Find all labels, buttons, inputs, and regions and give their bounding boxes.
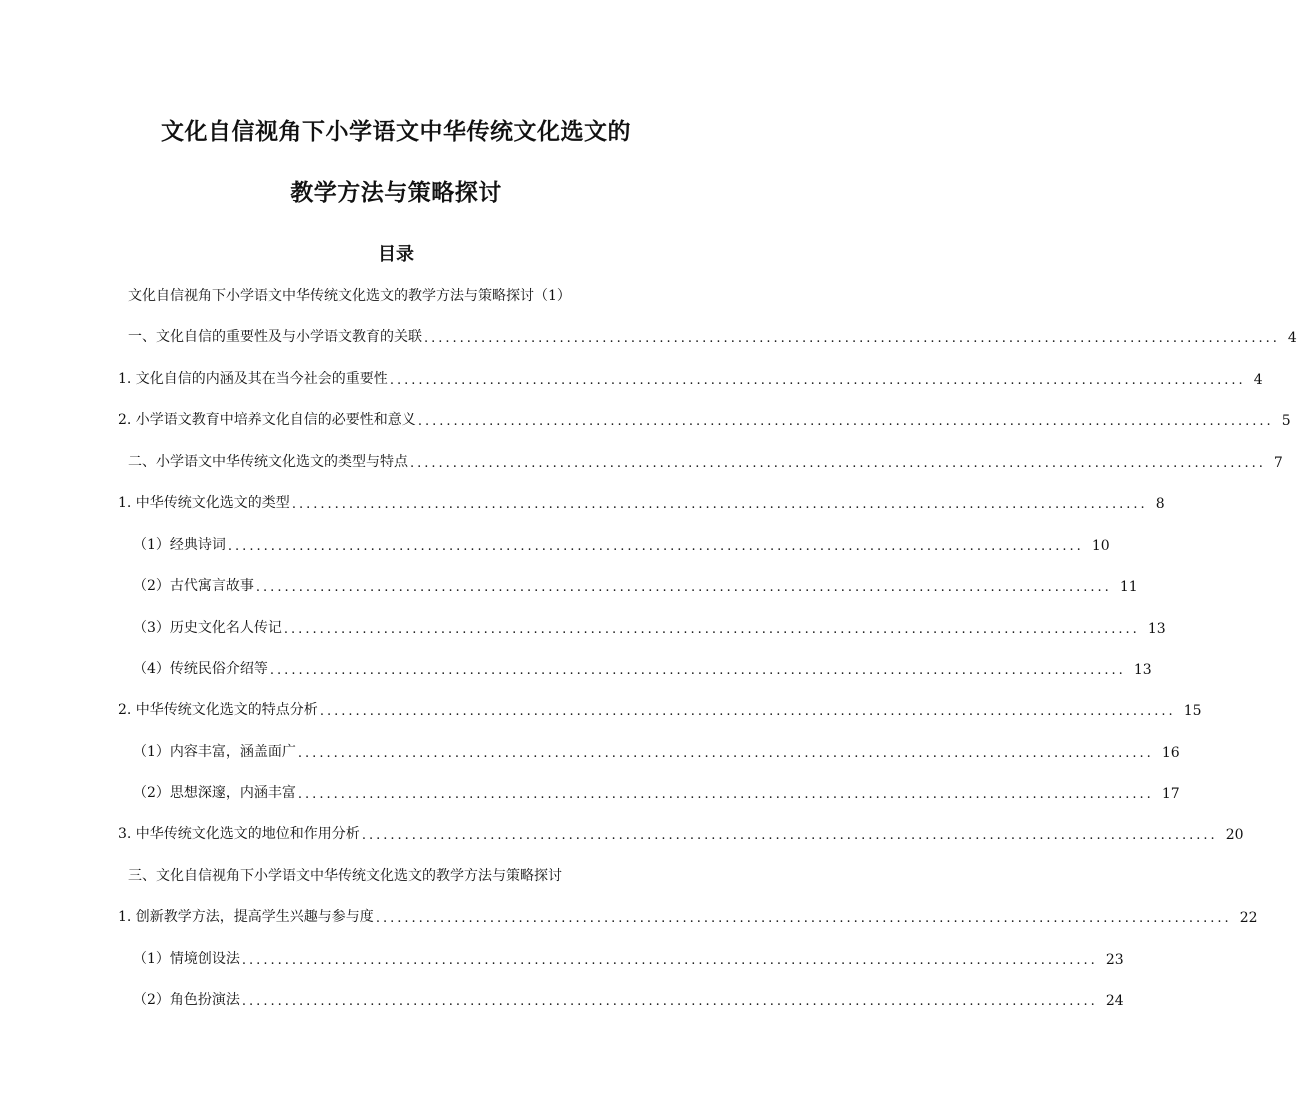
toc-entry[interactable]: [128, 863, 628, 885]
toc-entry-text: 一、文化自信的重要性及与小学语文教育的关联: [128, 329, 422, 345]
toc-entry[interactable]: [133, 656, 1152, 678]
toc-entry-text: 2. 小学语文教育中培养文化自信的必要性和意义: [118, 412, 416, 428]
toc-entry[interactable]: [118, 366, 1263, 388]
toc-entry-text: 1. 中华传统文化选文的类型: [118, 495, 290, 511]
toc-page-number: 11: [1119, 579, 1138, 595]
toc-entry-text: 三、文化自信视角下小学语文中华传统文化选文的教学方法与策略探讨: [128, 868, 562, 884]
toc-entry-text: （2）角色扮演法: [133, 992, 240, 1008]
toc-leader-dots: ........................................................................................................................: [291, 497, 1148, 512]
toc-entry-text: 1. 创新教学方法，提高学生兴趣与参与度: [118, 909, 374, 925]
toc-entry[interactable]: [133, 739, 1180, 761]
toc-leader-dots: ........................................................................................................................: [269, 663, 1126, 678]
toc-entry[interactable]: [128, 283, 628, 305]
toc-entry-text: （1）经典诗词: [133, 537, 226, 553]
toc-entry[interactable]: [128, 324, 1297, 346]
toc-leader-dots: ........................................................................................................................: [241, 994, 1098, 1009]
toc-leader-dots: ........................................................................................................................: [410, 456, 1266, 471]
toc-page-number: 7: [1273, 455, 1283, 471]
document-title-line-1: 文化自信视角下小学语文中华传统文化选文的: [161, 119, 631, 145]
toc-entry-text: 二、小学语文中华传统文化选文的类型与特点: [128, 454, 408, 470]
toc-leader-dots: ........................................................................................................................: [255, 580, 1112, 595]
toc-page-number: 24: [1105, 993, 1124, 1009]
toc-entry-text: 2. 中华传统文化选文的特点分析: [118, 702, 318, 718]
toc-page-number: 17: [1161, 786, 1180, 802]
toc-leader-dots: ........................................................................................................................: [424, 331, 1280, 346]
toc-heading: 目录: [378, 244, 414, 265]
toc-page-number: 20: [1225, 827, 1244, 843]
toc-page-number: 16: [1161, 745, 1180, 761]
toc-entry[interactable]: [118, 490, 1165, 512]
toc-entry-text: （1）内容丰富，涵盖面广: [133, 744, 296, 760]
toc-page-number: 15: [1183, 703, 1202, 719]
toc-leader-dots: ........................................................................................................................: [389, 373, 1246, 388]
toc-entry[interactable]: [133, 987, 1124, 1009]
toc-entry-text: 文化自信视角下小学语文中华传统文化选文的教学方法与策略探讨（1）: [128, 288, 571, 304]
toc-entry-text: 3. 中华传统文化选文的地位和作用分析: [118, 826, 360, 842]
toc-leader-dots: ........................................................................................................................: [319, 704, 1176, 719]
toc-entry[interactable]: [128, 449, 1283, 471]
toc-entry[interactable]: [133, 780, 1180, 802]
toc-entry-text: （2）古代寓言故事: [133, 578, 254, 594]
toc-leader-dots: ........................................................................................................................: [227, 539, 1084, 554]
toc-page-number: 4: [1287, 330, 1297, 346]
document-title-line-2: 教学方法与策略探讨: [290, 180, 502, 206]
toc-entry[interactable]: [133, 615, 1166, 637]
toc-entry[interactable]: [133, 946, 1124, 968]
toc-entry[interactable]: [133, 532, 1110, 554]
toc-page-number: 13: [1147, 621, 1166, 637]
toc-page-number: 8: [1155, 496, 1165, 512]
toc-page-number: 5: [1281, 413, 1291, 429]
toc-entry-text: （4）传统民俗介绍等: [133, 661, 268, 677]
toc-leader-dots: ........................................................................................................................: [417, 414, 1274, 429]
toc-leader-dots: ........................................................................................................................: [361, 828, 1218, 843]
toc-leader-dots: ........................................................................................................................: [241, 953, 1098, 968]
toc-entry-text: （1）情境创设法: [133, 951, 240, 967]
toc-entry[interactable]: [118, 697, 1202, 719]
toc-entry[interactable]: [118, 821, 1244, 843]
toc-entry-text: 1. 文化自信的内涵及其在当今社会的重要性: [118, 371, 388, 387]
toc-entry-text: （3）历史文化名人传记: [133, 620, 282, 636]
toc-entry[interactable]: [118, 904, 1258, 926]
toc-entry-text: （2）思想深邃，内涵丰富: [133, 785, 296, 801]
toc-leader-dots: ........................................................................................................................: [375, 911, 1232, 926]
toc-entry[interactable]: [133, 573, 1138, 595]
toc-leader-dots: ........................................................................................................................: [297, 787, 1154, 802]
toc-page-number: 22: [1239, 910, 1258, 926]
toc-page-number: 23: [1105, 952, 1124, 968]
toc-page-number: 4: [1253, 372, 1263, 388]
toc-entry[interactable]: [118, 407, 1291, 429]
toc-page-number: 13: [1133, 662, 1152, 678]
toc-leader-dots: ........................................................................................................................: [283, 622, 1140, 637]
toc-leader-dots: ........................................................................................................................: [297, 746, 1154, 761]
toc-page-number: 10: [1091, 538, 1110, 554]
